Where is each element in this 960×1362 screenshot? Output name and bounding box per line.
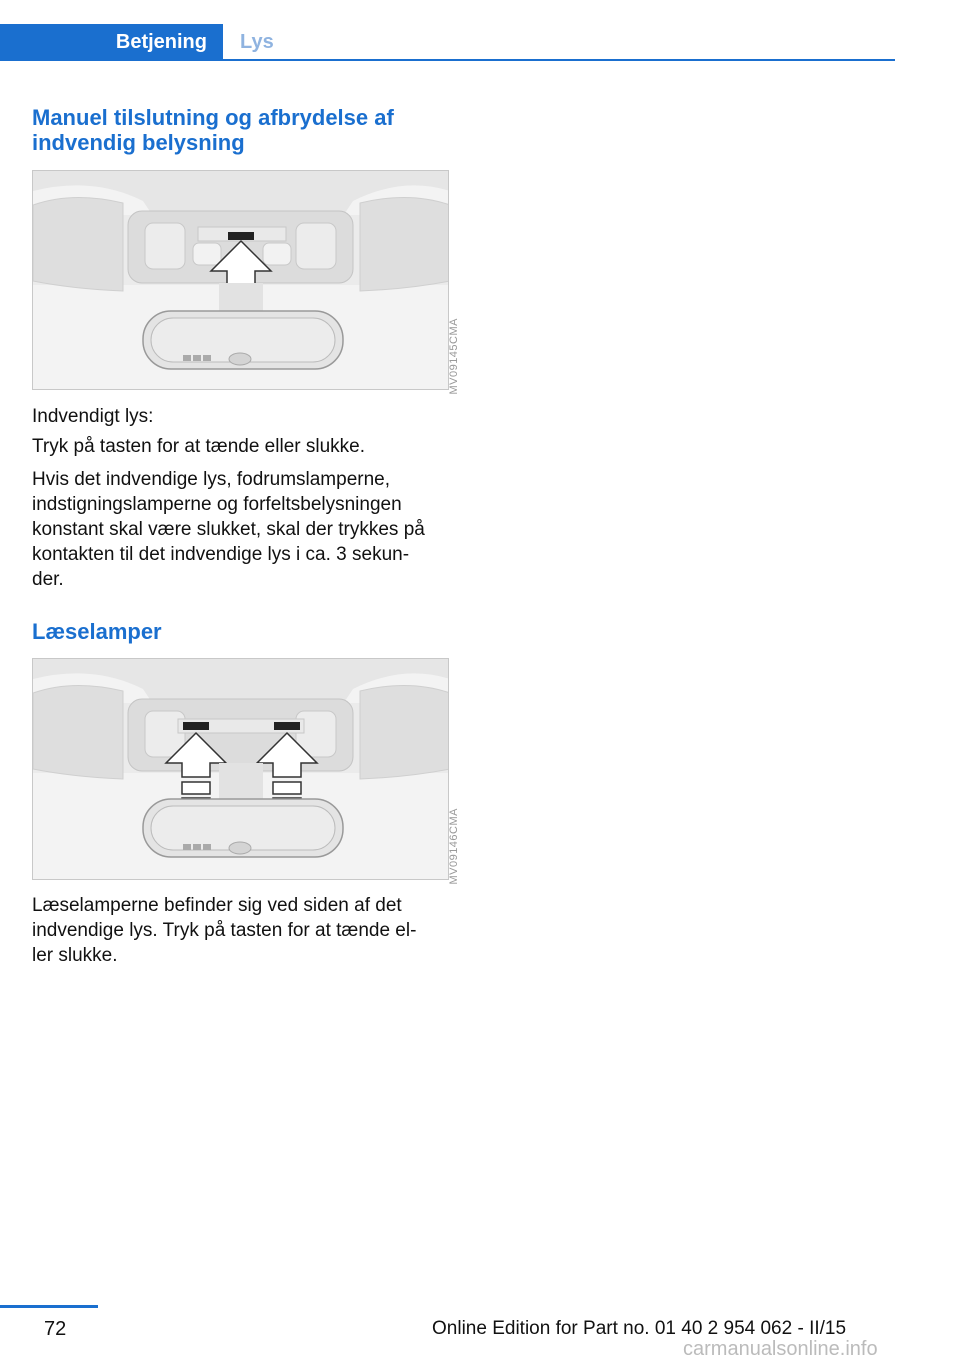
figure-reading-lamps	[32, 658, 449, 880]
edition-text: Online Edition for Part no. 01 40 2 954 062 - II/15	[432, 1318, 847, 1339]
para-reading-lamps: Læselamperne befinder sig ved siden af det indvendige lys. Tryk på tasten for at tænde el‐ ler slukke.	[32, 895, 417, 966]
section-title-interior-light: Manuel tilslutning og afbrydelse af indvendig belysning	[32, 105, 394, 155]
watermark: carmanualsonline.info	[683, 1338, 878, 1360]
figure-interior-light	[32, 170, 449, 390]
tab-lys[interactable]: Lys	[240, 31, 274, 53]
para-permanent-off: Hvis det indvendige lys, fodrumslamperne, indstigningslamperne og forfeltsbelysningen konstant skal være slukket, skal der trykkes på kontakten til det indvendige lys i ca. 3 sekun‐ der.	[32, 469, 425, 590]
footer-divider	[0, 1305, 98, 1308]
page-number: 72	[44, 1318, 67, 1340]
header-tabbar	[0, 24, 895, 62]
tab-betjening[interactable]: Betjening	[0, 24, 223, 60]
figure-code-1: MV09145CMA	[448, 318, 460, 395]
figure-code-2: MV09146CMA	[448, 808, 460, 885]
section-title-reading-lamps: Læselamper	[32, 619, 162, 644]
label-interior-light: Indvendigt lys:	[32, 406, 154, 427]
para-press-key: Tryk på tasten for at tænde eller slukke.	[32, 436, 366, 457]
header-divider	[0, 59, 895, 61]
